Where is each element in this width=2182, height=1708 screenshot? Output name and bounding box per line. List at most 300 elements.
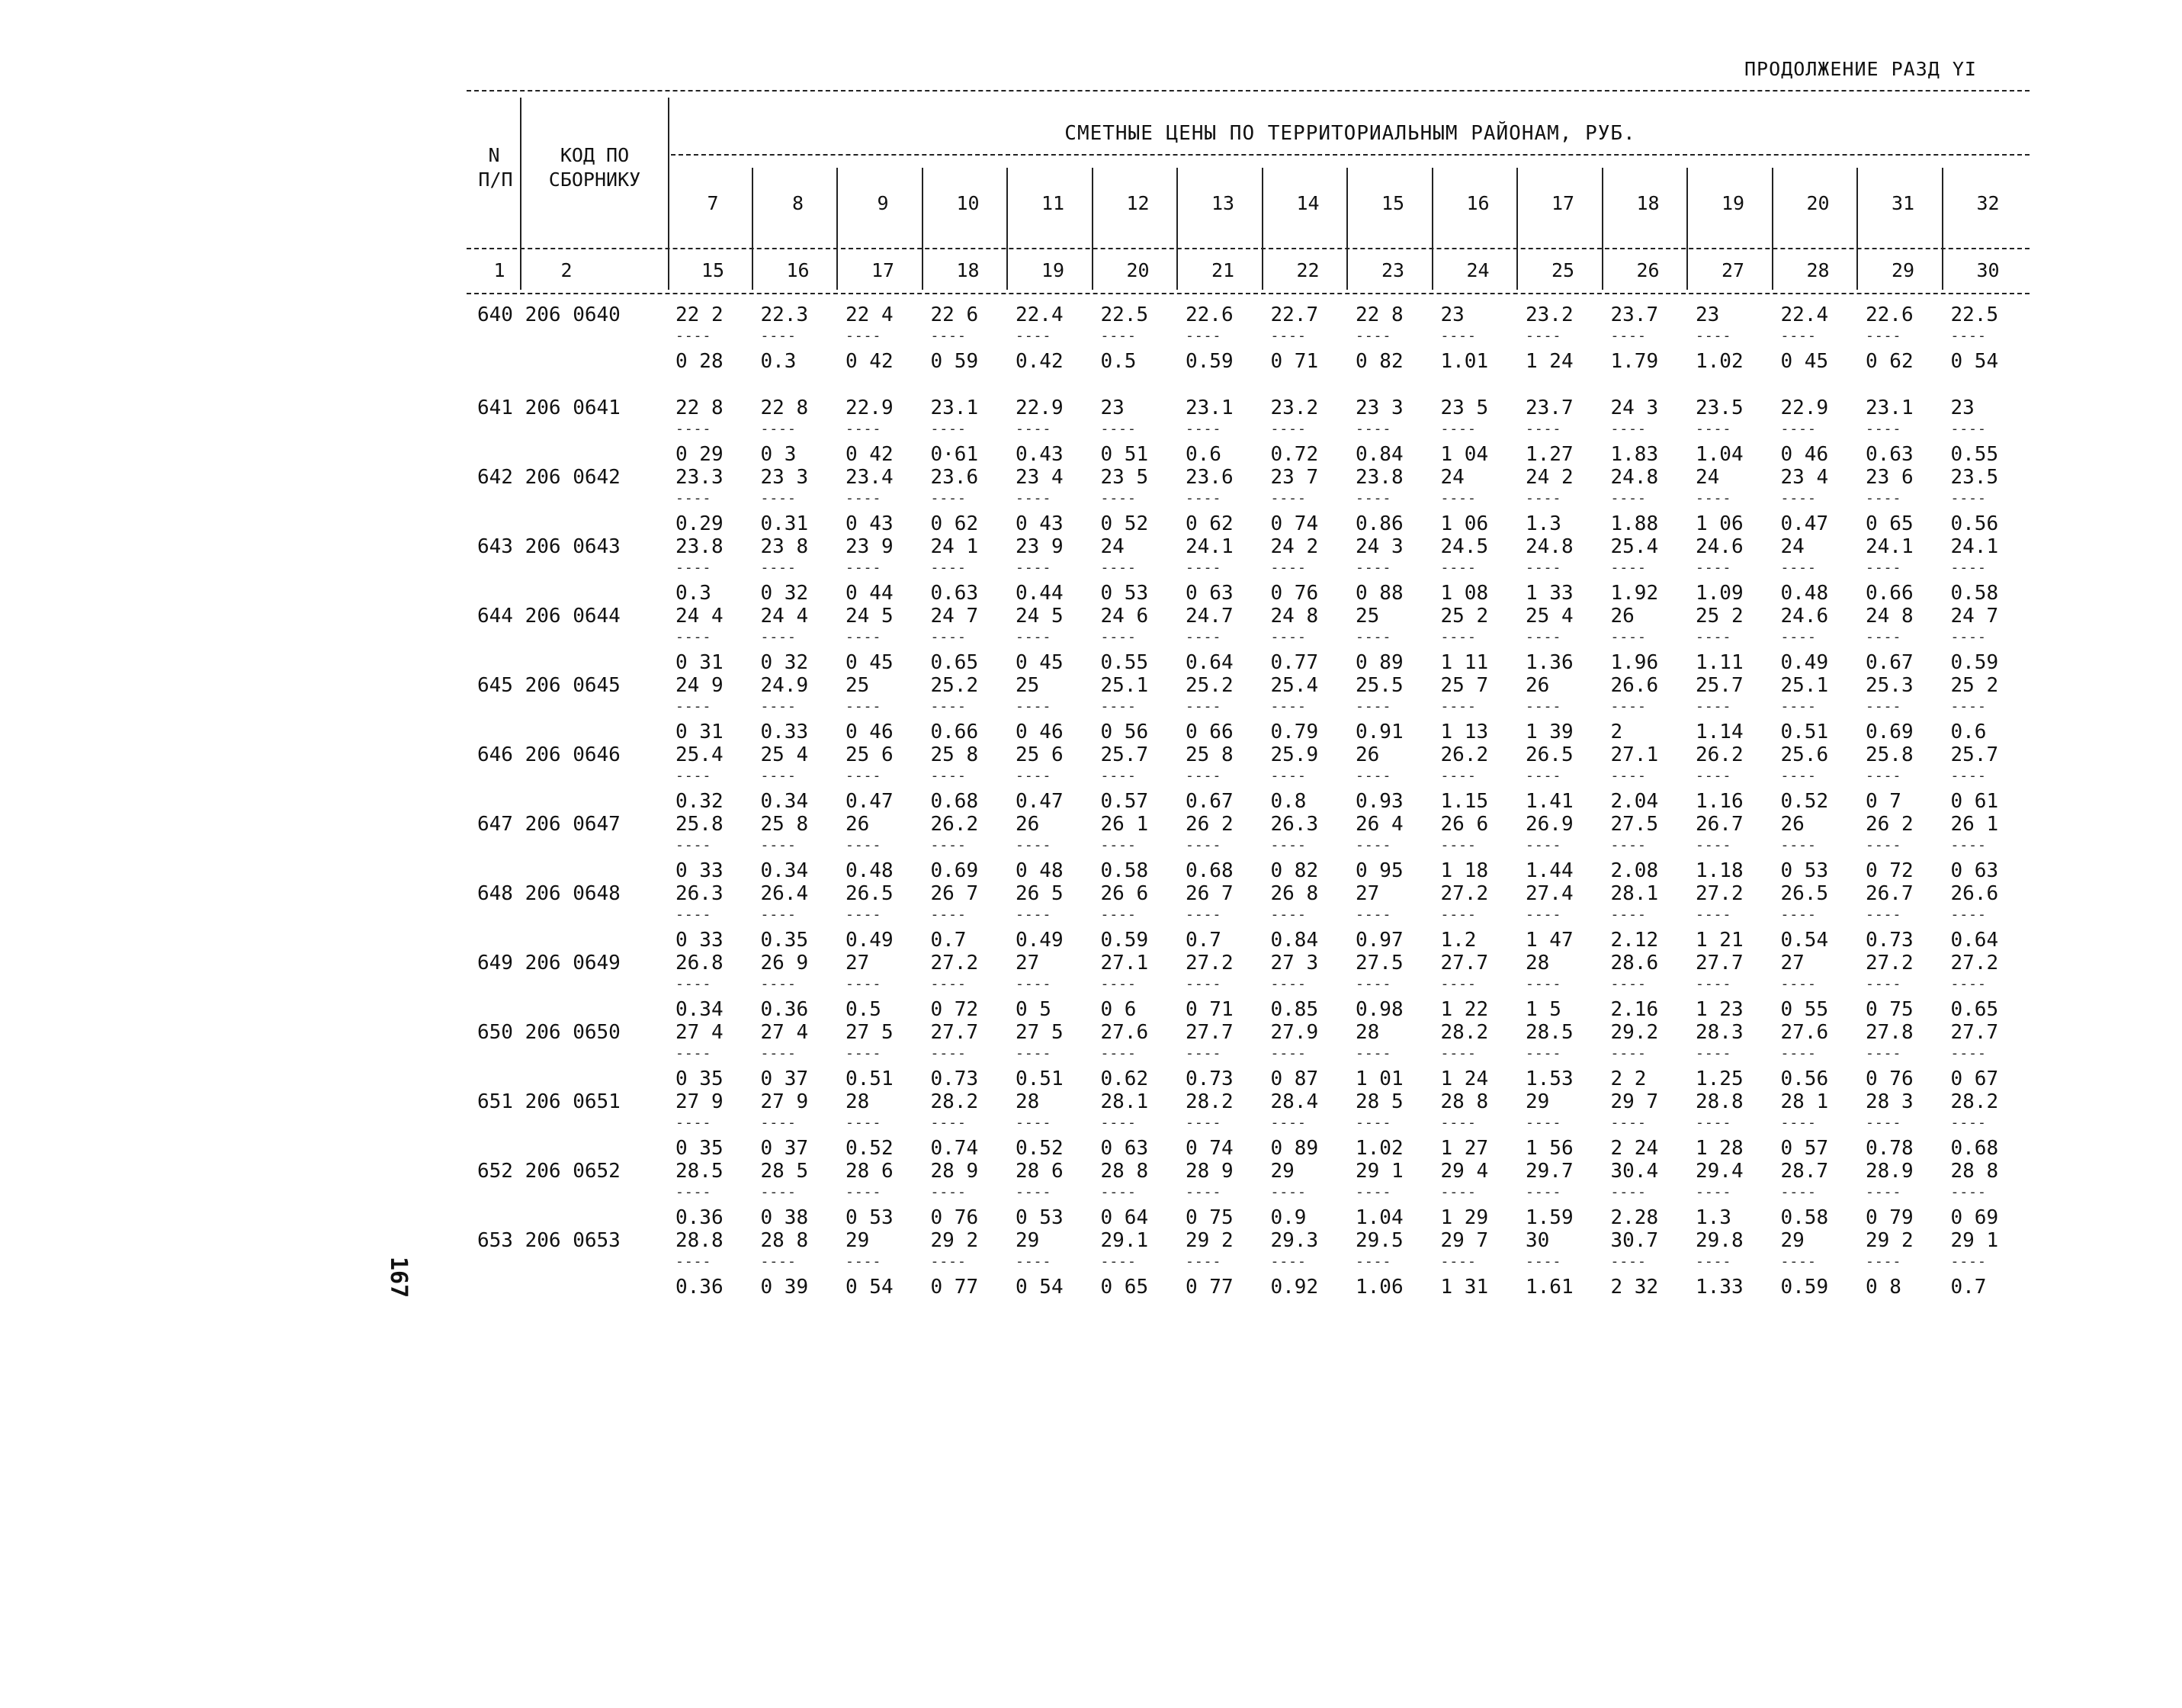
transport-value: 0 61 <box>1950 790 1999 813</box>
transport-value: 0 54 <box>1016 1276 1064 1299</box>
price-value: 27.9 <box>1270 1021 1319 1044</box>
price-value: 24 <box>1780 535 1805 558</box>
transport-value: 1 11 <box>1440 651 1489 674</box>
price-value: 27 5 <box>1016 1021 1064 1044</box>
fraction-line: ---- <box>1440 1045 1477 1061</box>
transport-value: 0.97 <box>1356 929 1404 952</box>
fraction-line: ---- <box>930 1184 967 1200</box>
price-value: 27.4 <box>1526 882 1574 905</box>
district-label: 15 <box>1381 192 1405 214</box>
column-number: 29 <box>1891 259 1915 281</box>
price-value: 24 5 <box>1016 605 1064 628</box>
price-value: 22.4 <box>1780 303 1829 326</box>
fraction-line: ---- <box>930 1115 967 1131</box>
price-value: 25 6 <box>1016 743 1064 766</box>
price-value: 22 8 <box>760 396 809 419</box>
transport-value: 0 28 <box>675 350 724 373</box>
price-value: 25 <box>1356 605 1380 628</box>
fraction-line: ---- <box>1866 976 1902 992</box>
price-value: 28.6 <box>1610 952 1659 974</box>
transport-value: 0 59 <box>930 350 979 373</box>
price-value: 23 3 <box>760 466 809 489</box>
transport-value: 0 5 <box>1016 998 1051 1021</box>
transport-value: 0 29 <box>675 443 724 466</box>
fraction-line: ---- <box>1356 629 1392 645</box>
fraction-line: ---- <box>1780 1115 1817 1131</box>
district-label: 17 <box>1551 192 1575 214</box>
transport-value: 0 39 <box>760 1276 809 1299</box>
column-number: 17 <box>871 259 895 281</box>
transport-value: 1.2 <box>1440 929 1477 952</box>
fraction-line: ---- <box>930 837 967 853</box>
transport-value: 0.9 <box>1270 1206 1307 1229</box>
price-value: 25 4 <box>1526 605 1574 628</box>
transport-value: 1.25 <box>1696 1068 1744 1090</box>
transport-value: 1.02 <box>1356 1137 1404 1160</box>
price-value: 26 6 <box>1100 882 1149 905</box>
transport-value: 0 31 <box>675 721 724 743</box>
transport-value: 1.04 <box>1356 1206 1404 1229</box>
transport-value: 0 65 <box>1866 512 1914 535</box>
transport-value: 0 43 <box>1016 512 1064 535</box>
transport-value: 0 51 <box>1100 443 1149 466</box>
transport-value: 0 89 <box>1270 1137 1319 1160</box>
transport-value: 1.27 <box>1526 443 1574 466</box>
transport-value: 1 28 <box>1696 1137 1744 1160</box>
fraction-line: ---- <box>1780 698 1817 714</box>
transport-value: 0 56 <box>1100 721 1149 743</box>
transport-value: 0.57 <box>1100 790 1149 813</box>
price-value: 26.5 <box>1526 743 1574 766</box>
price-value: 27.6 <box>1100 1021 1149 1044</box>
district-label: 12 <box>1126 192 1150 214</box>
fraction-line: ---- <box>1356 1115 1392 1131</box>
price-value: 26 7 <box>1186 882 1234 905</box>
fraction-line: ---- <box>846 907 882 923</box>
fraction-line: ---- <box>846 976 882 992</box>
fraction-line: ---- <box>1016 490 1052 506</box>
price-value: 23 7 <box>1270 466 1319 489</box>
transport-value: 1 24 <box>1526 350 1574 373</box>
fraction-line: ---- <box>1950 1184 1987 1200</box>
transport-value: 2.12 <box>1610 929 1659 952</box>
price-value: 27.6 <box>1780 1021 1829 1044</box>
fraction-line: ---- <box>1526 560 1562 576</box>
fraction-line: ---- <box>1950 490 1987 506</box>
transport-value: 0.93 <box>1356 790 1404 813</box>
price-value: 23.5 <box>1696 396 1744 419</box>
price-value: 24 5 <box>846 605 894 628</box>
fraction-line: ---- <box>1016 907 1052 923</box>
row-code: 651 206 0651 <box>477 1090 621 1113</box>
transport-value: 0.68 <box>1950 1137 1999 1160</box>
price-value: 25 8 <box>930 743 979 766</box>
price-value: 29.7 <box>1526 1160 1574 1183</box>
transport-value: 0.3 <box>675 582 711 605</box>
fraction-line: ---- <box>1016 1184 1052 1200</box>
fraction-line: ---- <box>675 976 712 992</box>
transport-value: 0.36 <box>675 1276 724 1299</box>
transport-value: 0 62 <box>1866 350 1914 373</box>
fraction-line: ---- <box>760 698 797 714</box>
price-value: 28.1 <box>1610 882 1659 905</box>
price-value: 25.8 <box>1866 743 1914 766</box>
price-value: 24.8 <box>1610 466 1659 489</box>
fraction-line: ---- <box>1186 698 1222 714</box>
price-value: 28.7 <box>1780 1160 1829 1183</box>
fraction-line: ---- <box>1186 1045 1222 1061</box>
column-number: 20 <box>1126 259 1150 281</box>
price-value: 25.8 <box>675 813 724 836</box>
fraction-line: ---- <box>1016 1115 1052 1131</box>
fraction-line: ---- <box>760 560 797 576</box>
price-value: 26 2 <box>1866 813 1914 836</box>
price-value: 23 3 <box>1356 396 1404 419</box>
price-value: 27.7 <box>1440 952 1489 974</box>
price-value: 26 9 <box>760 952 809 974</box>
transport-value: 0.73 <box>930 1068 979 1090</box>
price-value: 26.4 <box>760 882 809 905</box>
fraction-line: ---- <box>1186 560 1222 576</box>
header-main-title: СМЕТНЫЕ ЦЕНЫ ПО ТЕРРИТОРИАЛЬНЫМ РАЙОНАМ, РУБ. <box>1064 122 1636 145</box>
fraction-line: ---- <box>1270 1184 1307 1200</box>
transport-value: 0.56 <box>1780 1068 1829 1090</box>
fraction-line: ---- <box>1440 629 1477 645</box>
price-value: 27.1 <box>1610 743 1659 766</box>
price-value: 27.2 <box>1866 952 1914 974</box>
district-label: 11 <box>1041 192 1065 214</box>
transport-value: 1 01 <box>1356 1068 1404 1090</box>
transport-value: 0 45 <box>1016 651 1064 674</box>
price-value: 27.5 <box>1610 813 1659 836</box>
transport-value: 1 31 <box>1440 1276 1489 1299</box>
column-number: 26 <box>1636 259 1660 281</box>
transport-value: 1 13 <box>1440 721 1489 743</box>
fraction-line: ---- <box>846 768 882 784</box>
fraction-line: ---- <box>1186 1184 1222 1200</box>
page-number: 167 <box>385 1257 412 1299</box>
price-value: 24 7 <box>1950 605 1999 628</box>
transport-value: 0.42 <box>1016 350 1064 373</box>
fraction-line: ---- <box>1950 698 1987 714</box>
transport-value: 0 71 <box>1270 350 1319 373</box>
price-value: 28 9 <box>1186 1160 1234 1183</box>
row-code: 650 206 0650 <box>477 1021 621 1044</box>
transport-value: 0.34 <box>675 998 724 1021</box>
price-value: 27 9 <box>760 1090 809 1113</box>
transport-value: 0.7 <box>1950 1276 1987 1299</box>
price-value: 24 6 <box>1100 605 1149 628</box>
district-label: 31 <box>1891 192 1915 214</box>
vline-code <box>668 98 669 290</box>
transport-value: 0 62 <box>1186 512 1234 535</box>
transport-value: 0.68 <box>1186 859 1234 882</box>
transport-value: 1 33 <box>1526 582 1574 605</box>
price-value: 22.9 <box>1016 396 1064 419</box>
fraction-line: ---- <box>760 976 797 992</box>
fraction-line: ---- <box>1440 328 1477 344</box>
fraction-line: ---- <box>1526 421 1562 437</box>
price-value: 28.9 <box>1866 1160 1914 1183</box>
fraction-line: ---- <box>1016 328 1052 344</box>
price-value: 28.4 <box>1270 1090 1319 1113</box>
fraction-line: ---- <box>1270 560 1307 576</box>
price-value: 25.4 <box>1610 535 1659 558</box>
transport-value: 0.33 <box>760 721 809 743</box>
fraction-line: ---- <box>1610 907 1647 923</box>
fraction-line: ---- <box>1440 698 1477 714</box>
transport-value: 0 67 <box>1950 1068 1999 1090</box>
transport-value: 0·61 <box>930 443 979 466</box>
price-value: 23.2 <box>1270 396 1319 419</box>
price-value: 29.4 <box>1696 1160 1744 1183</box>
fraction-line: ---- <box>1950 768 1987 784</box>
fraction-line: ---- <box>1610 768 1647 784</box>
district-label: 7 <box>707 192 719 214</box>
fraction-line: ---- <box>1186 768 1222 784</box>
fraction-line: ---- <box>760 1045 797 1061</box>
transport-value: 1 04 <box>1440 443 1489 466</box>
fraction-line: ---- <box>1696 1254 1732 1270</box>
transport-value: 0.48 <box>846 859 894 882</box>
price-value: 22.6 <box>1866 303 1914 326</box>
transport-value: 0.86 <box>1356 512 1404 535</box>
fraction-line: ---- <box>1100 698 1137 714</box>
fraction-line: ---- <box>930 976 967 992</box>
transport-value: 0.79 <box>1270 721 1319 743</box>
price-value: 23.8 <box>1356 466 1404 489</box>
transport-value: 0.55 <box>1100 651 1149 674</box>
fraction-line: ---- <box>1696 907 1732 923</box>
fraction-line: ---- <box>1270 837 1307 853</box>
fraction-line: ---- <box>930 328 967 344</box>
price-value: 24 8 <box>1866 605 1914 628</box>
fraction-line: ---- <box>1866 490 1902 506</box>
transport-value: 2 <box>1610 721 1623 743</box>
fraction-line: ---- <box>1270 1115 1307 1131</box>
column-number: 30 <box>1976 259 2000 281</box>
transport-value: 1 29 <box>1440 1206 1489 1229</box>
transport-value: 0.62 <box>1100 1068 1149 1090</box>
price-value: 24.8 <box>1526 535 1574 558</box>
district-label: 32 <box>1976 192 2000 214</box>
transport-value: 0.6 <box>1186 443 1221 466</box>
column-number: 19 <box>1041 259 1065 281</box>
fraction-line: ---- <box>675 1115 712 1131</box>
fraction-line: ---- <box>1866 1045 1902 1061</box>
transport-value: 0.7 <box>1186 929 1221 952</box>
price-value: 26.6 <box>1950 882 1999 905</box>
fraction-line: ---- <box>1186 1115 1222 1131</box>
fraction-line: ---- <box>1016 1254 1052 1270</box>
row-code: 644 206 0644 <box>477 605 621 628</box>
price-value: 26 5 <box>1016 882 1064 905</box>
price-value: 28 5 <box>760 1160 809 1183</box>
price-value: 23 <box>1696 303 1720 326</box>
transport-value: 0.36 <box>675 1206 724 1229</box>
price-value: 29 2 <box>1186 1229 1234 1252</box>
transport-value: 0 64 <box>1100 1206 1149 1229</box>
transport-value: 0.55 <box>1950 443 1999 466</box>
transport-value: 0.6 <box>1950 721 1987 743</box>
row-code: 642 206 0642 <box>477 466 621 489</box>
column-number: 22 <box>1296 259 1320 281</box>
transport-value: 0.68 <box>930 790 979 813</box>
fraction-line: ---- <box>1780 907 1817 923</box>
fraction-line: ---- <box>1016 1045 1052 1061</box>
fraction-line: ---- <box>1780 421 1817 437</box>
price-value: 28.2 <box>1186 1090 1234 1113</box>
price-value: 23 <box>1440 303 1465 326</box>
fraction-line: ---- <box>1610 1115 1647 1131</box>
price-value: 23.1 <box>1866 396 1914 419</box>
transport-value: 0 31 <box>675 651 724 674</box>
price-value: 24 <box>1696 466 1720 489</box>
fraction-line: ---- <box>1866 1184 1902 1200</box>
row-code: 645 206 0645 <box>477 674 621 697</box>
price-value: 24 4 <box>675 605 724 628</box>
transport-value: 0.59 <box>1100 929 1149 952</box>
price-value: 24 <box>1440 466 1465 489</box>
transport-value: 0.54 <box>1780 929 1829 952</box>
price-value: 29 <box>1016 1229 1040 1252</box>
fraction-line: ---- <box>1780 490 1817 506</box>
price-value: 24.6 <box>1780 605 1829 628</box>
transport-value: 1.01 <box>1440 350 1489 373</box>
price-value: 29 <box>846 1229 870 1252</box>
price-value: 27.7 <box>1186 1021 1234 1044</box>
fraction-line: ---- <box>1186 421 1222 437</box>
fraction-line: ---- <box>1526 768 1562 784</box>
transport-value: 0 79 <box>1866 1206 1914 1229</box>
transport-value: 0 53 <box>846 1206 894 1229</box>
fraction-line: ---- <box>930 1254 967 1270</box>
fraction-line: ---- <box>1526 490 1562 506</box>
price-value: 29 1 <box>1356 1160 1404 1183</box>
price-value: 28 3 <box>1866 1090 1914 1113</box>
fraction-line: ---- <box>760 490 797 506</box>
fraction-line: ---- <box>930 698 967 714</box>
price-value: 25.3 <box>1866 674 1914 697</box>
transport-value: 0 76 <box>1270 582 1319 605</box>
transport-value: 0.64 <box>1186 651 1234 674</box>
price-value: 25 2 <box>1696 605 1744 628</box>
fraction-line: ---- <box>1696 837 1732 853</box>
transport-value: 0.73 <box>1866 929 1914 952</box>
fraction-line: ---- <box>1526 907 1562 923</box>
fraction-line: ---- <box>1100 1045 1137 1061</box>
price-value: 25 <box>846 674 870 697</box>
transport-value: 0 66 <box>1186 721 1234 743</box>
transport-value: 0.34 <box>760 859 809 882</box>
price-value: 24.1 <box>1950 535 1999 558</box>
transport-value: 2.16 <box>1610 998 1659 1021</box>
price-value: 22.9 <box>1780 396 1829 419</box>
transport-value: 0 74 <box>1186 1137 1234 1160</box>
transport-value: 1 27 <box>1440 1137 1489 1160</box>
transport-value: 0 75 <box>1186 1206 1234 1229</box>
fraction-line: ---- <box>846 421 882 437</box>
fraction-line: ---- <box>1270 907 1307 923</box>
transport-value: 0.49 <box>1780 651 1829 674</box>
price-value: 28.5 <box>675 1160 724 1183</box>
fraction-line: ---- <box>1356 837 1392 853</box>
fraction-line: ---- <box>1440 560 1477 576</box>
transport-value: 0 54 <box>846 1276 894 1299</box>
transport-value: 2 32 <box>1610 1276 1659 1299</box>
transport-value: 1.09 <box>1696 582 1744 605</box>
price-value: 25 6 <box>846 743 894 766</box>
transport-value: 0.52 <box>1016 1137 1064 1160</box>
fraction-line: ---- <box>1100 490 1137 506</box>
fraction-line: ---- <box>1356 328 1392 344</box>
fraction-line: ---- <box>675 768 712 784</box>
fraction-line: ---- <box>930 907 967 923</box>
price-value: 27.7 <box>1696 952 1744 974</box>
transport-value: 0.59 <box>1186 350 1234 373</box>
price-value: 29 2 <box>1866 1229 1914 1252</box>
fraction-line: ---- <box>1780 837 1817 853</box>
transport-value: 1.02 <box>1696 350 1744 373</box>
price-value: 23 4 <box>1016 466 1064 489</box>
transport-value: 1.11 <box>1696 651 1744 674</box>
transport-value: 0.59 <box>1780 1276 1829 1299</box>
rule-under-title <box>671 154 2030 156</box>
fraction-line: ---- <box>1440 1184 1477 1200</box>
transport-value: 0 71 <box>1186 998 1234 1021</box>
fraction-line: ---- <box>675 421 712 437</box>
price-value: 22.5 <box>1100 303 1149 326</box>
transport-value: 0.3 <box>760 350 797 373</box>
transport-value: 0 63 <box>1950 859 1999 882</box>
price-value: 28 6 <box>846 1160 894 1183</box>
fraction-line: ---- <box>1780 1045 1817 1061</box>
transport-value: 0 87 <box>1270 1068 1319 1090</box>
fraction-line: ---- <box>1866 1254 1902 1270</box>
price-value: 29 <box>1780 1229 1805 1252</box>
fraction-line: ---- <box>846 1184 882 1200</box>
transport-value: 0.58 <box>1950 582 1999 605</box>
transport-value: 0 32 <box>760 651 809 674</box>
fraction-line: ---- <box>1526 328 1562 344</box>
transport-value: 0 82 <box>1270 859 1319 882</box>
column-number: 2 <box>560 259 573 281</box>
transport-value: 0.98 <box>1356 998 1404 1021</box>
price-value: 25.4 <box>1270 674 1319 697</box>
price-value: 26 8 <box>1270 882 1319 905</box>
row-code: 646 206 0646 <box>477 743 621 766</box>
transport-value: 0 46 <box>1016 721 1064 743</box>
fraction-line: ---- <box>1100 328 1137 344</box>
fraction-line: ---- <box>1440 1254 1477 1270</box>
fraction-line: ---- <box>1610 837 1647 853</box>
fraction-line: ---- <box>675 490 712 506</box>
fraction-line: ---- <box>1526 629 1562 645</box>
transport-value: 0 77 <box>930 1276 979 1299</box>
transport-value: 1.44 <box>1526 859 1574 882</box>
price-value: 22 6 <box>930 303 979 326</box>
transport-value: 0.51 <box>1780 721 1829 743</box>
fraction-line: ---- <box>1526 1115 1562 1131</box>
price-value: 22 8 <box>675 396 724 419</box>
fraction-line: ---- <box>1866 1115 1902 1131</box>
fraction-line: ---- <box>1270 768 1307 784</box>
fraction-line: ---- <box>675 1254 712 1270</box>
transport-value: 0 53 <box>1100 582 1149 605</box>
price-value: 23.2 <box>1526 303 1574 326</box>
transport-value: 1.79 <box>1610 350 1659 373</box>
fraction-line: ---- <box>846 698 882 714</box>
